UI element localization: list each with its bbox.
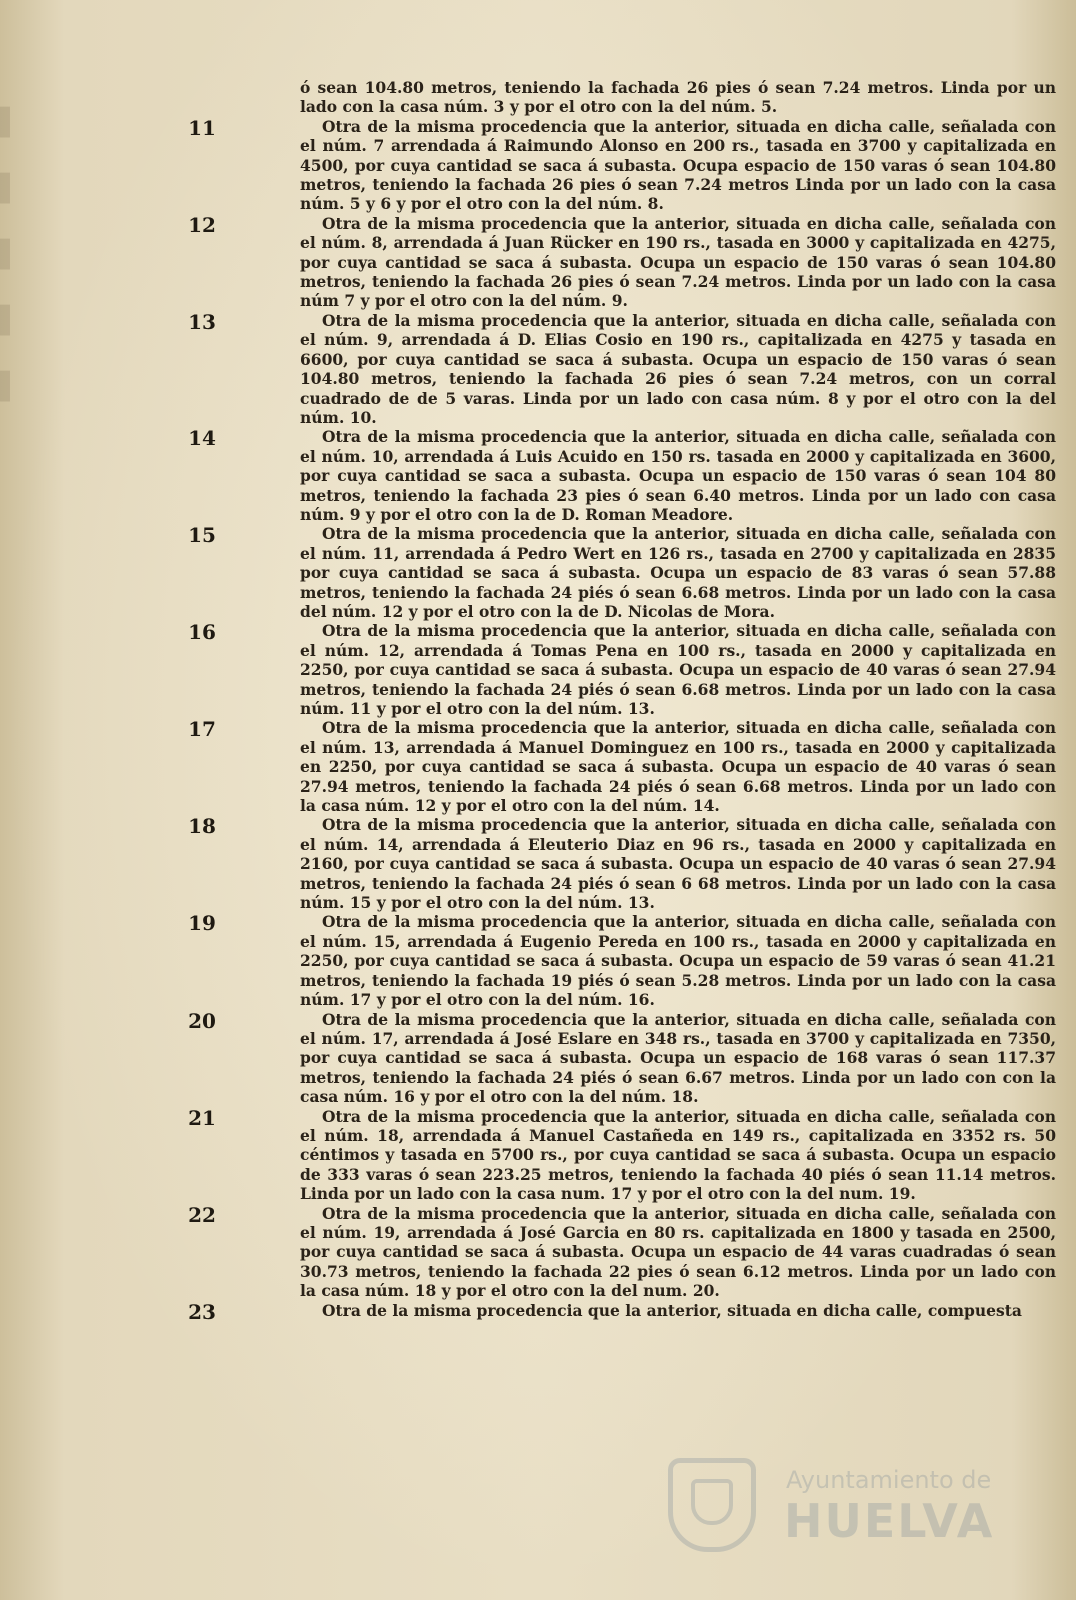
entry-text: Otra de la misma procedencia que la anterior, situada en dicha calle, señalada con el núm. 9, arrendada á D. Elias Cosio en 190 rs., capitalizada en 4275 y tasada en 6600, por cuya cantidad se saca á subasta. Ocupa un espacio de 150 varas ó sean 104.80 metros, teniendo la fachada 26 pies ó sean 7.24 metros, con un corral cuadrado de de 5 varas. Linda por un lado con casa núm. 8 y por el otro con la del núm. 10.	[300, 310, 1056, 427]
entry-14	[188, 426, 1056, 524]
entry-11	[188, 115, 1056, 214]
entry-text: Otra de la misma procedencia que la anterior, situada en dicha calle, señalada con el núm. 18, arrendada á Manuel Castañeda en 149 rs., capitalizada en 3352 rs. 50 céntimos y tasada en 5700 rs., por cuya cantidad se saca á subasta. Ocupa un espacio de 333 varas ó sean 223.25 metros, teniendo la fachada 40 piés ó sean 11.14 metros. Linda por un lado con la casa num. 17 y por el otro con la del num. 19.	[300, 1106, 1056, 1204]
entry-text: Otra de la misma procedencia que la anterior, situada en dicha calle, señalada con el núm. 19, arrendada á José Garcia en 80 rs. capitalizada en 1800 y tasada en 2500, por cuya cantidad se saca á subasta. Ocupa un espacio de 44 varas cuadradas ó sean 30.73 metros, teniendo la fachada 22 pies ó sean 6.12 metros. Linda por un lado con la casa núm. 18 y por el otro con la del num. 20.	[300, 1203, 1056, 1301]
entry-number: 12	[188, 212, 216, 237]
watermark-line2: HUELVA	[784, 1494, 995, 1548]
entry-number: 16	[188, 620, 216, 645]
entry-20	[188, 1008, 1056, 1107]
watermark-line1: Ayuntamiento de	[786, 1466, 992, 1494]
shield-icon	[668, 1458, 756, 1552]
entry-number: 17	[188, 717, 216, 742]
entry-text: Otra de la misma procedencia que la anterior, situada en dicha calle, señalada con el núm. 12, arrendada á Tomas Pena en 100 rs., tasada en 2000 y capitalizada en 2250, por cuya cantidad se saca á subasta. Ocupa un espacio de 40 varas ó sean 27.94 metros, teniendo la fachada 24 piés ó sean 6.68 metros. Linda por un lado con la casa núm. 11 y por el otro con la del núm. 13.	[300, 621, 1056, 718]
ayuntamiento-watermark	[668, 1448, 998, 1558]
entry-number: 18	[188, 814, 216, 839]
entry-text: Otra de la misma procedencia que la anterior, situada en dicha calle, señalada con el núm. 13, arrendada á Manuel Dominguez en 100 rs., tasada en 2000 y capitalizada en 2250, por cuya cantidad se saca á subasta. Ocupa un espacio de 40 varas ó sean 27.94 metros, teniendo la fachada 24 piés ó sean 6.68 metros. Linda por un lado con la casa núm. 12 y por el otro con la del núm. 14.	[300, 718, 1056, 816]
entry-12	[188, 212, 1056, 311]
entry-number: 21	[188, 1105, 216, 1130]
text-column	[188, 78, 1056, 1324]
continuation-paragraph: ó sean 104.80 metros, teniendo la fachada 26 pies ó sean 7.24 metros. Linda por un lado con la casa núm. 3 y por el otro con la del núm. 5.	[300, 78, 1056, 117]
entry-text: Otra de la misma procedencia que la anterior, situada en dicha calle, señalada con el núm. 8, arrendada á Juan Rücker en 190 rs., tasada en 3000 y capitalizada en 4275, por cuya cantidad se saca á subasta. Ocupa un espacio de 150 varas ó sean 104.80 metros, teniendo la fachada 26 pies ó sean 7.24 metros. Linda por un lado con la casa núm 7 y por el otro con la del núm. 9.	[300, 213, 1056, 311]
entry-18	[188, 814, 1056, 913]
entry-number: 11	[188, 115, 216, 140]
entry-17	[188, 717, 1056, 816]
entry-13	[188, 309, 1056, 427]
entry-number: 23	[188, 1299, 216, 1324]
entry-number: 15	[188, 523, 216, 548]
entry-text: Otra de la misma procedencia que la anterior, situada en dicha calle, señalada con el núm. 10, arrendada á Luis Acuido en 150 rs. tasada en 2000 y capitalizada en 3600, por cuya cantidad se saca a subasta. Ocupa un espacio de 150 varas ó sean 104 80 metros, teniendo la fachada 23 pies ó sean 6.40 metros. Linda por un lado con casa núm. 9 y por el otro con la de D. Roman Meadore.	[300, 427, 1056, 524]
entry-number: 19	[188, 911, 216, 936]
entry-text: Otra de la misma procedencia que la anterior, situada en dicha calle, señalada con el núm. 15, arrendada á Eugenio Pereda en 100 rs., tasada en 2000 y capitalizada en 2250, por cuya cantidad se saca á subasta. Ocupa un espacio de 59 varas ó sean 41.21 metros, teniendo la fachada 19 piés ó sean 5.28 metros. Linda por un lado con la casa núm. 17 y por el otro con la del núm. 16.	[300, 912, 1056, 1010]
entry-22	[188, 1202, 1056, 1301]
entry-number: 14	[188, 426, 216, 451]
show-through-bleed: ▌ ▌ ▌ ▌ ▌	[0, 108, 20, 402]
entry-16	[188, 620, 1056, 718]
entry-21	[188, 1105, 1056, 1204]
entry-text: Otra de la misma procedencia que la anterior, situada en dicha calle, señalada con el núm. 17, arrendada á José Eslare en 348 rs., tasada en 3700 y capitalizada en 7350, por cuya cantidad se saca á subasta. Ocupa un espacio de 168 varas ó sean 117.37 metros, teniendo la fachada 24 piés ó sean 6.67 metros. Linda por un lado con con la casa núm. 16 y por el otro con la del núm. 18.	[300, 1009, 1056, 1107]
entry-15	[188, 523, 1056, 621]
entry-19	[188, 911, 1056, 1010]
entry-number: 22	[188, 1202, 216, 1227]
entry-number: 13	[188, 309, 216, 334]
entry-text: Otra de la misma procedencia que la anterior, situada en dicha calle, compuesta	[322, 1300, 1022, 1320]
entry-text: Otra de la misma procedencia que la anterior, situada en dicha calle, señalada con el núm. 14, arrendada á Eleuterio Diaz en 96 rs., tasada en 2000 y capitalizada en 2160, por cuya cantidad se saca á subasta. Ocupa un espacio de 40 varas ó sean 27.94 metros, teniendo la fachada 24 piés ó sean 6 68 metros. Linda por un lado con la casa núm. 15 y por el otro con la del núm. 13.	[300, 815, 1056, 913]
entry-text: Otra de la misma procedencia que la anterior, situada en dicha calle, señalada con el núm. 11, arrendada á Pedro Wert en 126 rs., tasada en 2700 y capitalizada en 2835 por cuya cantidad se saca á subasta. Ocupa un espacio de 83 varas ó sean 57.88 metros, teniendo la fachada 24 piés ó sean 6.68 metros. Linda por un lado con la casa del núm. 12 y por el otro con la de D. Nicolas de Mora.	[300, 524, 1056, 621]
entry-number: 20	[188, 1008, 216, 1033]
entry-text: Otra de la misma procedencia que la anterior, situada en dicha calle, señalada con el núm. 7 arrendada á Raimundo Alonso en 200 rs., tasada en 3700 y capitalizada en 4500, por cuya cantidad se saca á subasta. Ocupa espacio de 150 varas ó sean 104.80 metros, teniendo la fachada 26 pies ó sean 7.24 metros Linda por un lado con la casa núm. 5 y 6 y por el otro con la del núm. 8.	[300, 116, 1056, 214]
entry-23	[188, 1299, 1056, 1324]
